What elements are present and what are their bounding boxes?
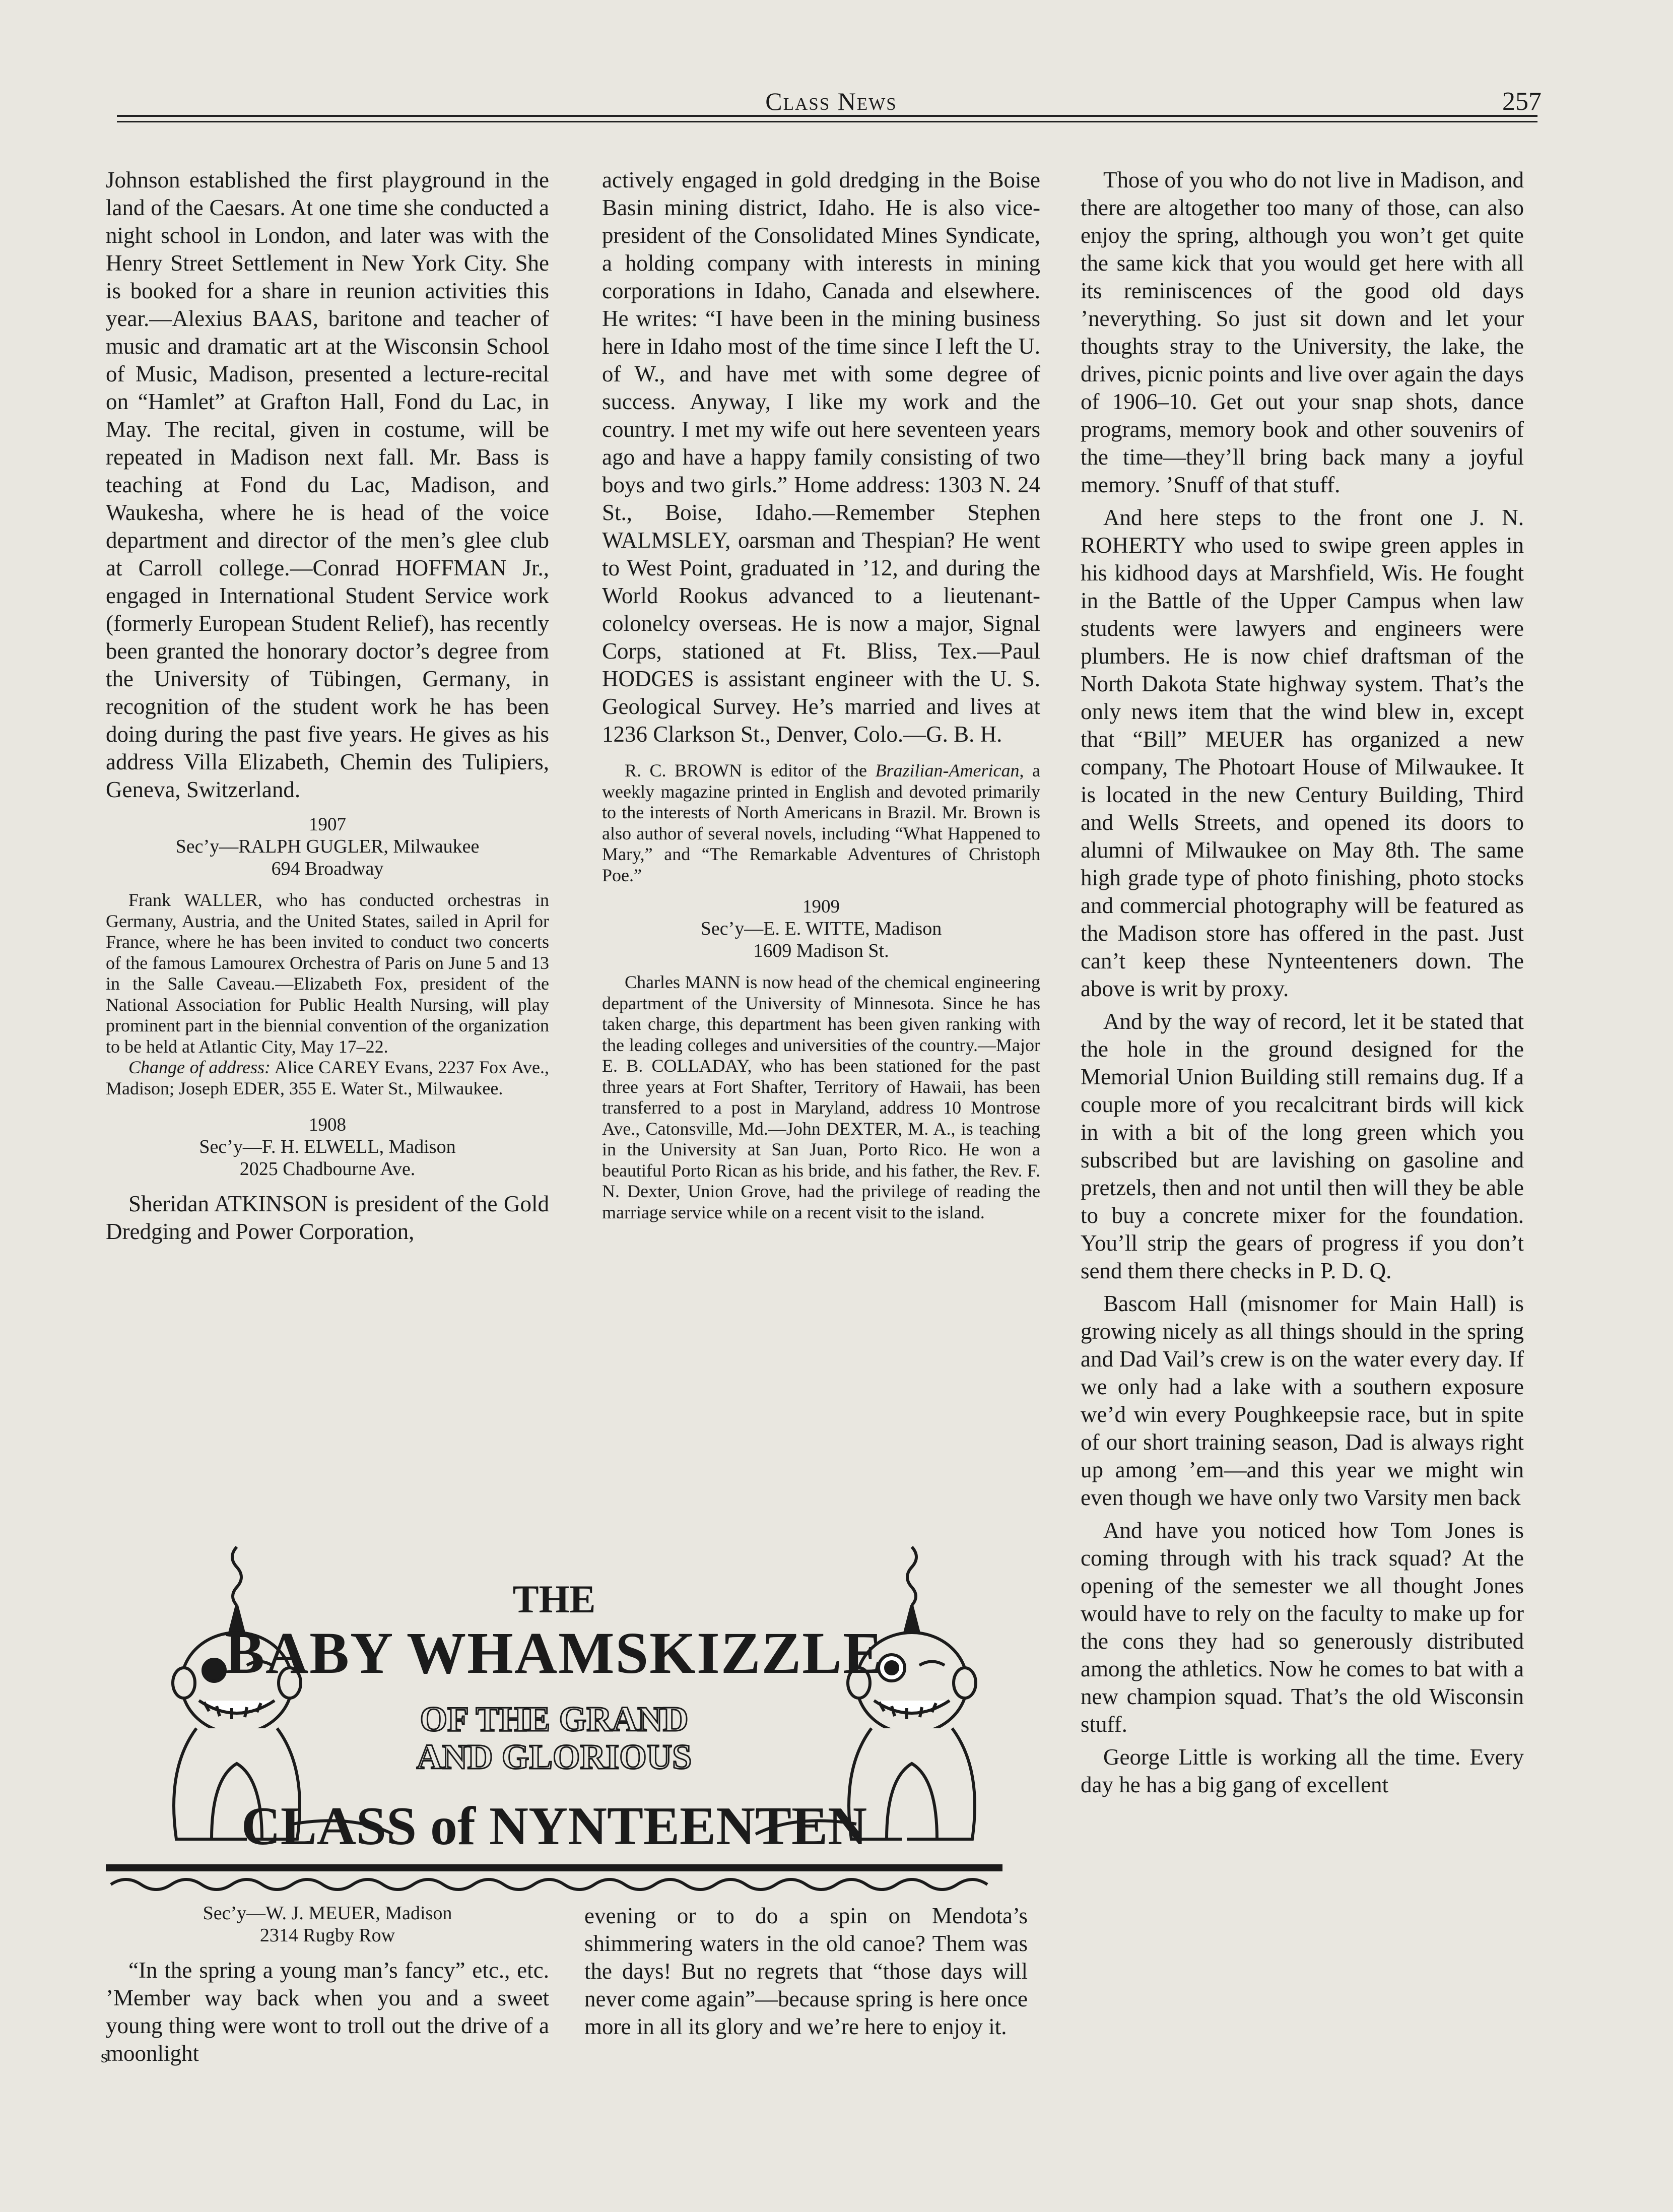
wave-border: [111, 1879, 987, 1890]
left-creature-icon: [173, 1547, 393, 1839]
paragraph: And here steps to the front one J. N. ROHERTY who used to swipe green apples in his kidhood days at Marshfield, Wis. He fought in the Battle of the Upper Campus when law students were lawyers and engineers were plumbers. He is now chief draftsman of the North Dakota State highway system. That’s the only news item that the wind blew in, except that “Bill” MEUER has organized a new company, The Photoart House of Milwaukee. It is located in the new Century Building, Third and Wells Streets, and opened its doors to alumni of Milwaukee on May 8th. The same high grade type of photo finishing, photo stocks and commercial photography will be featured as the Madison store has offered in the past. Just can’t keep these Nynteenteners down. The above is writ by proxy.: [1081, 505, 1524, 1001]
secretary-line-1909: Sec’y—E. E. WITTE, Madison: [700, 918, 942, 939]
section-year-1909: 1909: [802, 896, 840, 917]
paragraph: “In the spring a young man’s fancy” etc., etc. ’Member way back when you and a sweet young thing were wont to troll out the drive of a moonlight: [106, 1958, 549, 2066]
paragraph: Johnson established the first playground in the land of the Caesars. At one time she conducted a night school in London, and later was with the Henry Street Settlement in New York City. She is booked for a share in reunion activities this year.—Alexius BAAS, baritone and teacher of music and dramatic art at the Wisconsin School of Music, Madison, presented a lecture-recital on “Hamlet” at Grafton Hall, Fond du Lac, in May. The recital, given in costume, will be repeated in Madison next fall. Mr. Bass is teaching at Fond du Lac, Madison, and Waukesha, where he is head of the voice department and director of the men’s glee club at Carroll college.—Conrad HOFFMAN Jr., engaged in International Student Service work (formerly European Student Relief), has recently been granted the honorary doctor’s degree from the University of Tübingen, Germany, in recognition of the student work he has been doing during the past five years. He gives as his address Villa Elizabeth, Chemin des Tulipiers, Geneva, Switzerland.: [106, 167, 549, 802]
column-2-bottom: [584, 1902, 1028, 2041]
right-creature-icon: [756, 1547, 976, 1839]
header-rule-lower: [117, 121, 1537, 122]
paragraph: And by the way of record, let it be stated that the hole in the ground designed for the Memorial Union Building still remains dug. If a couple more of you recalcitrant birds will kick in with a bit of the long green which you subscribed but are lavishing on gasoline and pretzels, then and not until then will they be able to buy a concrete mixer for the foundation. You’ll strip the gears of progress if you don’t send them there checks in P. D. Q.: [1081, 1009, 1524, 1283]
banner-the: THE: [512, 1577, 596, 1621]
paragraph: Charles MANN is now head of the chemical engineering department of the University of Minnesota. Since he has taken charge, this department has been given ranking with the leading colleges and universities of the country.—Major E. B. COLLADAY, who has been stationed for the past three years at Fort Shafter, Territory of Hawaii, has been transferred to a post in Maryland, address 10 Montrose Ave., Catonsville, Md.—John DEXTER, M. A., is teaching in the University at San Juan, Porto Rico. He won a beautiful Porto Rican as his bride, and his father, the Rev. F. N. Dexter, Union Grove, had the privilege of reading the marriage service while on a recent visit to the island.: [602, 972, 1040, 1222]
paragraph: And have you noticed how Tom Jones is coming through with his track squad? At the opening of the semester we all thought Jones would have to rely on the faculty to make up for the cons they had so generously distributed among the athletics. Now he comes to bat with a new champion squad. That’s the old Wisconsin stuff.: [1081, 1518, 1524, 1737]
column-1: [106, 166, 549, 1246]
paragraph: Those of you who do not live in Madison, and there are altogether too many of those, can also enjoy the spring, although you won’t get quite the same kick that you would get here with all its reminiscences of the good old days ’neverything. So just sit down and let your thoughts stray to the University, the lake, the drives, picnic points and live over again the days of 1906–10. Get out your snap shots, dance programs, memory book and other souvenirs of the time—they’ll bring back many a joyful memory. ’Snuff of that stuff.: [1081, 167, 1524, 497]
banner-title: BABY WHAMSKIZZLE: [225, 1620, 884, 1686]
banner-class: CLASS of NYNTEENTEN: [241, 1796, 867, 1856]
paragraph: R. C. BROWN is editor of the Brazilian-American, a weekly magazine printed in English and devoted primarily to the interests of North Americans in Brazil. Mr. Brown is also author of several novels, including “What Happened to Mary,” and “The Remarkable Adventures of Christoph Poe.”: [602, 760, 1040, 885]
running-title: Class News: [765, 87, 897, 115]
secretary-line-1907: Sec’y—RALPH GUGLER, Milwaukee: [175, 836, 480, 857]
header-rule: [117, 115, 1537, 117]
secretary-line-1908: Sec’y—F. H. ELWELL, Madison: [199, 1136, 456, 1157]
section-year-1908: 1908: [309, 1115, 346, 1135]
paragraph: Sheridan ATKINSON is president of the Gold Dredging and Power Corporation,: [106, 1191, 549, 1244]
page-number: 257: [1502, 87, 1542, 116]
paragraph: Alice CAREY Evans, 2237 Fox Ave., Madison; Joseph EDER, 355 E. Water St., Milwaukee.: [106, 1057, 549, 1098]
banner-subtitle-1: OF THE GRAND: [420, 1700, 689, 1739]
paragraph: evening or to do a spin on Mendota’s shimmering waters in the old canoe? Them was the days! But no regrets that “those days will never come again”—because spring is here once more in all its glory and we’re here to enjoy it.: [584, 1903, 1028, 2039]
paragraph: George Little is working all the time. Every day he has a big gang of excellent: [1081, 1744, 1524, 1797]
secretary-address-1907: 694 Broadway: [271, 858, 384, 879]
change-of-address-label: Change of address:: [128, 1057, 271, 1077]
secretary-line-1910: Sec’y—W. J. MEUER, Madison: [203, 1903, 452, 1924]
secretary-address-1910: 2314 Rugby Row: [259, 1925, 395, 1946]
section-year-1907: 1907: [309, 814, 346, 835]
running-header: [106, 81, 1557, 126]
paragraph: Frank WALLER, who has conducted orchestras in Germany, Austria, and the United States, sailed in April for France, where he has been invited to conduct two concerts of the famous Lamourex Orchestra of Paris on June 5 and 13 in the Salle Caveau.—Elizabeth Fox, president of the National Association for Public Health Nursing, will play prominent part in the biennial convention of the organization to be held at Atlantic City, May 17–22.: [106, 890, 549, 1057]
column-1-bottom: [106, 1902, 549, 2067]
banner-subtitle-2: AND GLORIOUS: [416, 1738, 692, 1777]
secretary-address-1909: 1609 Madison St.: [753, 940, 889, 961]
column-3: [1081, 166, 1524, 1799]
margin-mark: s: [101, 2046, 108, 2066]
class-banner-illustration: [101, 1542, 1008, 1905]
paragraph: Bascom Hall (misnomer for Main Hall) is growing nicely as all things should in the spring and Dad Vail’s crew is on the water every day. If we only had a lake with a southern exposure we’d win every Poughkeepsie race, but in spite of our short training season, Dad is always right up among ’em—and this year we might win even though we have only two Varsity men back: [1081, 1291, 1524, 1510]
secretary-address-1908: 2025 Chadbourne Ave.: [239, 1158, 416, 1180]
column-2: [602, 166, 1040, 1223]
paragraph: actively engaged in gold dredging in the Boise Basin mining district, Idaho. He is also vice-president of the Consolidated Mines Syndicate, a holding company with interests in mining corporations in Idaho, Canada and elsewhere. He writes: “I have been in the mining business here in Idaho most of the time since I left the U. of W., and have met with some degree of success. Anyway, I like my work and the country. I met my wife out here seventeen years ago and have a happy family consisting of two boys and two girls.” Home address: 1303 N. 24 St., Boise, Idaho.—Remember Stephen WALMSLEY, oarsman and Thespian? He went to West Point, graduated in ’12, and during the World Rookus advanced to a lieutenant-colonelcy overseas. He is now a major, Signal Corps, stationed at Ft. Bliss, Tex.—Paul HODGES is assistant engineer with the U. S. Geological Survey. He’s married and lives at 1236 Clarkson St., Denver, Colo.—G. B. H.: [602, 167, 1040, 747]
